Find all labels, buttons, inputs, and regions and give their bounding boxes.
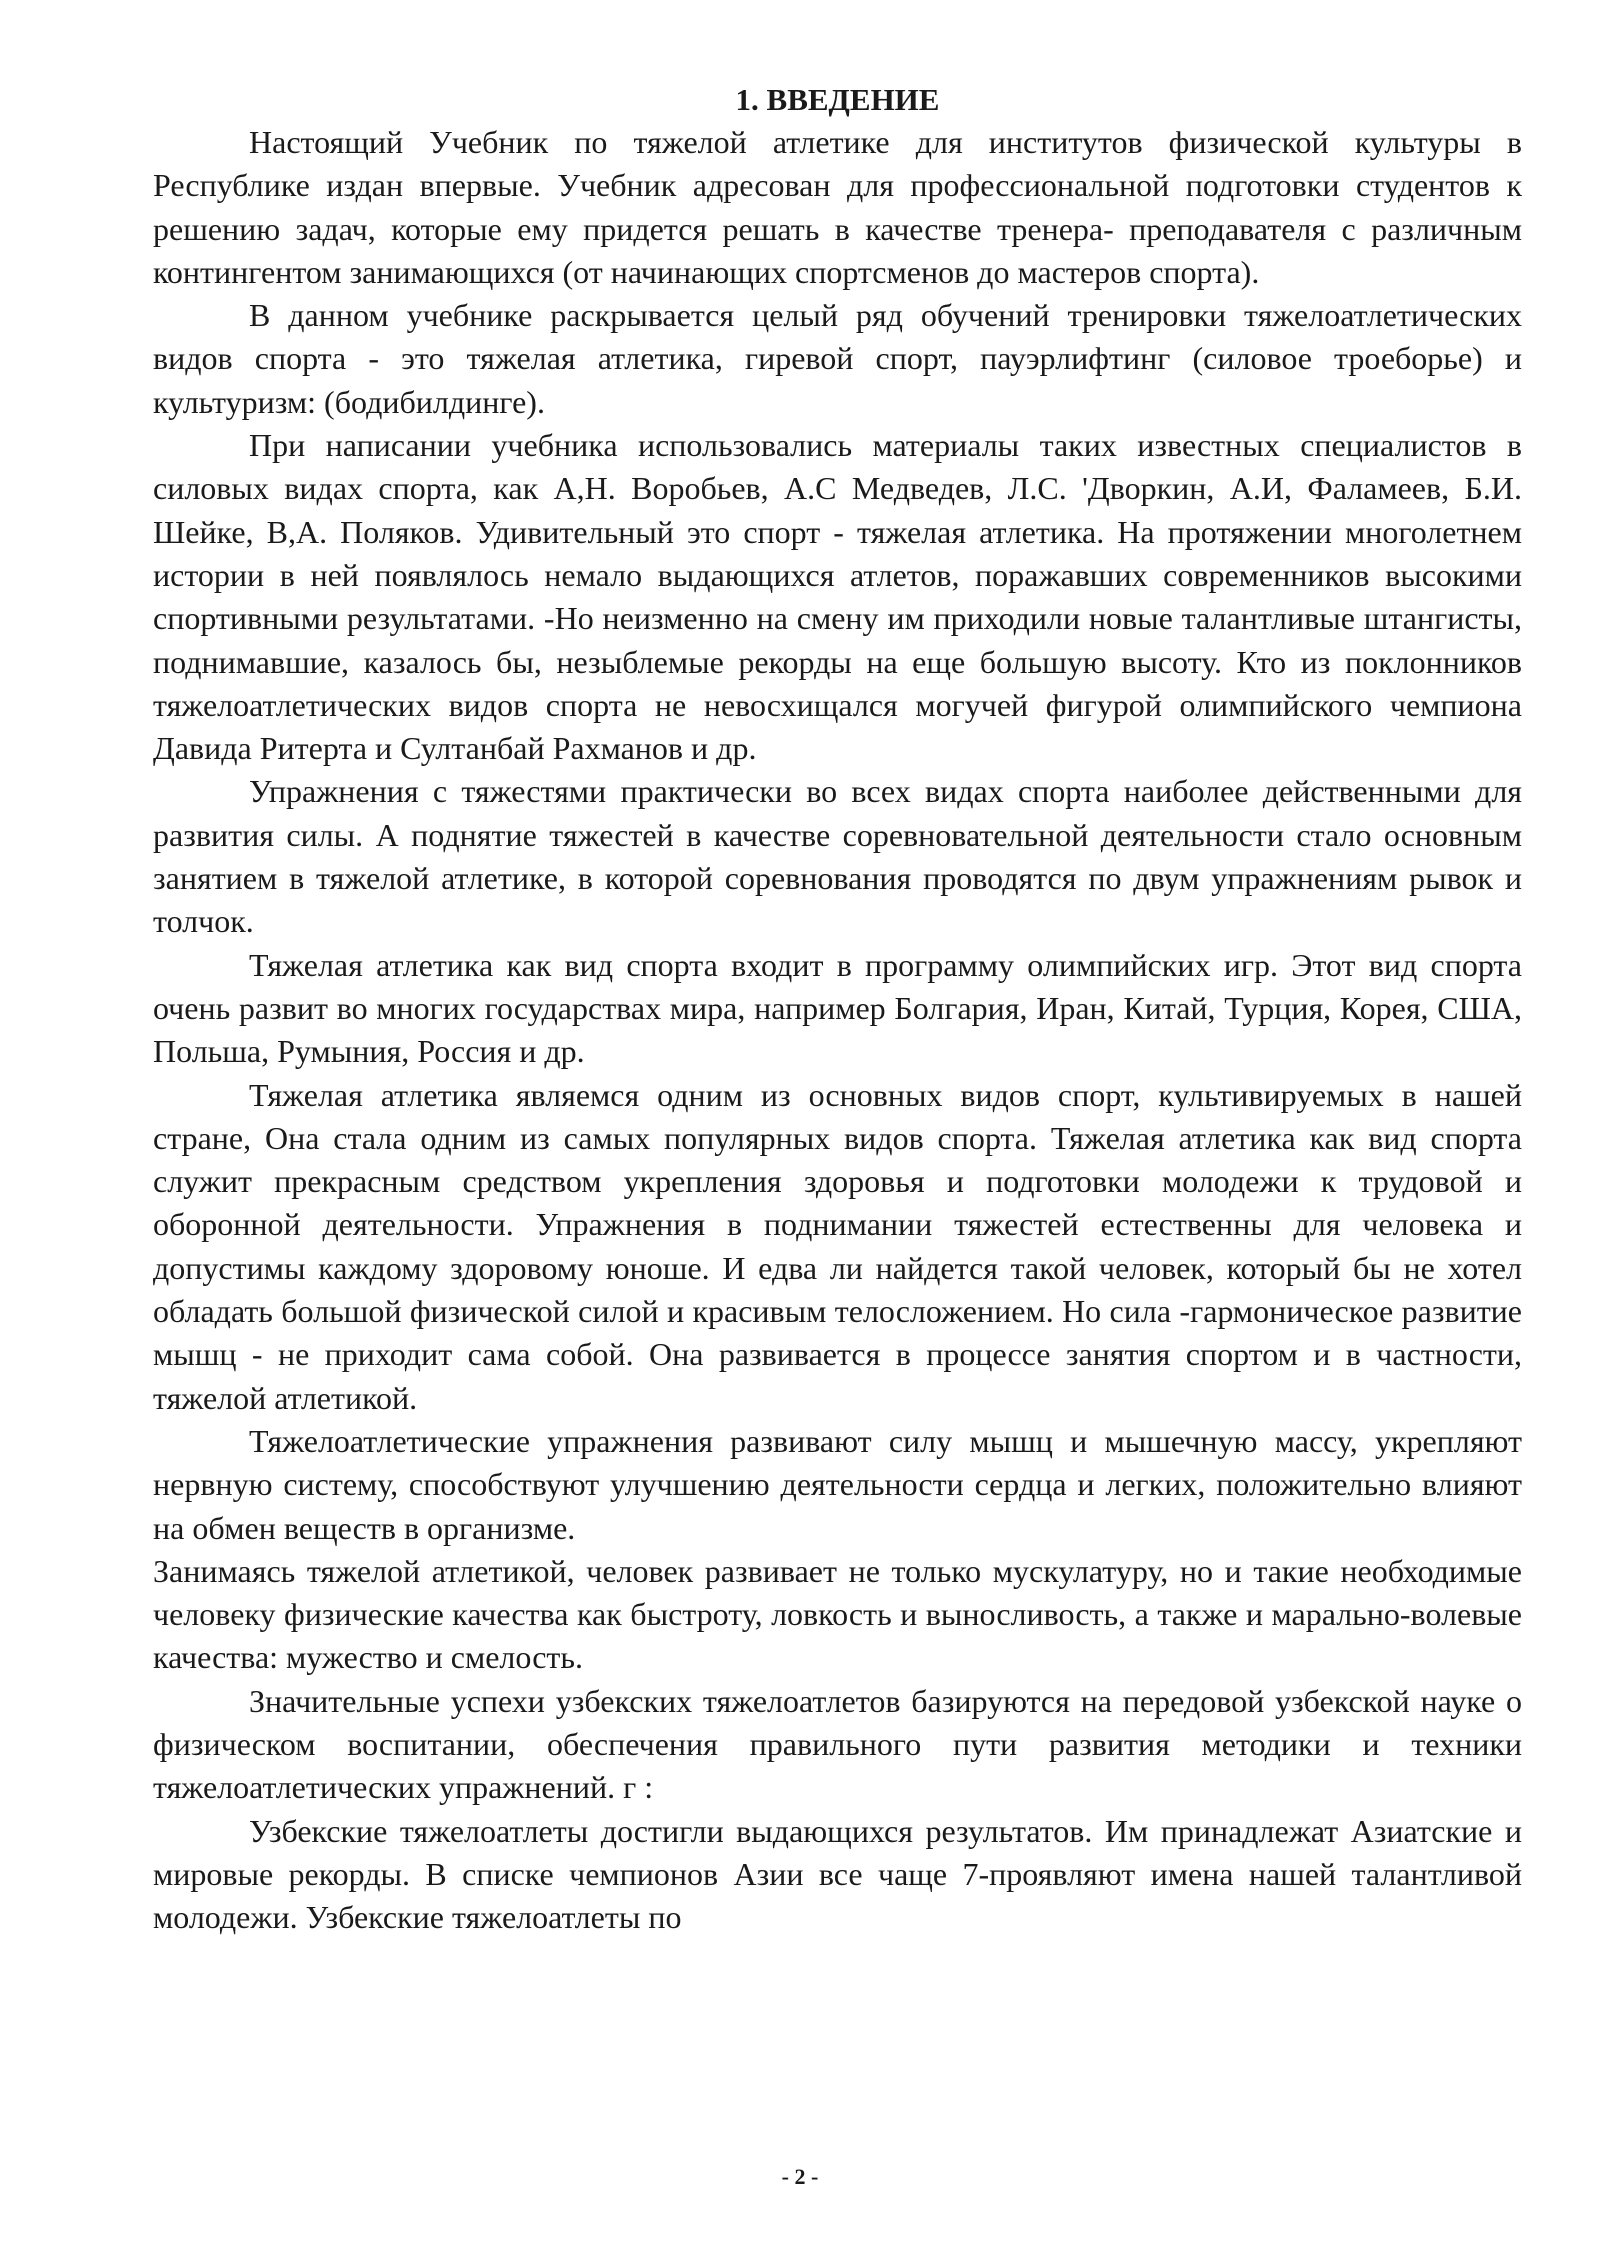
paragraph-popularity: Тяжелая атлетика являемся одним из основных видов спорт, культивируемых в нашей стране, Она стала одним из самых популярных видов спорта. Тяжелая атлетика как вид спорта служит прекрасным средством укрепления здоровья и подготовки молодежи к трудовой и оборонной деятельности. Упражнения в поднимании тяжестей естественны для человека и допустимы каждому здоровому юноше. И едва ли найдется такой человек, который бы не хотел обладать большой физической силой и красивым телосложением. Но сила -гармоническое развитие мышц - не приходит сама собой. Она развивается в процессе занятия спортом и в частности, тяжелой атлетикой.	[153, 1076, 1522, 1416]
paragraph-uzbek-science: Значительные успехи узбекских тяжелоатлетов базируются на передовой узбекской науке о физическом воспитании, обеспечения правильного пути развития методики и техники тяжелоатлетических упражнений. г :	[153, 1682, 1522, 1806]
paragraph-benefits: Тяжелоатлетические упражнения развивают силу мышц и мышечную массу, укрепляют нервную систему, способствуют улучшению деятельности сердца и легких, положительно влияют на обмен веществ в организме.	[153, 1422, 1522, 1546]
section-title: 1. ВВЕДЕНИЕ	[735, 82, 940, 117]
paragraph-qualities: Занимаясь тяжелой атлетикой, человек развивает не только мускулатуру, но и такие необходимые человеку физические качества как быстроту, ловкость и выносливость, а также и маральнo-волевые качества: мужество и смелость.	[153, 1552, 1522, 1676]
paragraph-sports-list: В данном учебнике раскрывается целый ряд обучений тренировки тяжелоатлетических видов спорта - это тяжелая атлетика, гиревой спорт, пауэрлифтинг (силовое троеборье) и культуризм: (бодибилдинге).	[153, 297, 1522, 420]
paragraph-exercises: Упражнения с тяжестями практически во всех видах спорта наиболее действенными для развития силы. А поднятие тяжестей в качестве соревновательной деятельности стало основным занятием в тяжелой атлетике, в которой соревнования проводятся по двум упражнениям рывок и толчок.	[153, 773, 1522, 940]
paragraph-olympic: Тяжелая атлетика как вид спорта входит в программу олимпийских игр. Этот вид спорта очень развит во многих государствах мира, например Болгария, Иран, Китай, Турция, Корея, США, Польша, Румыния, Россия и др.	[153, 946, 1522, 1070]
paragraph-intro: Настоящий Учебник по тяжелой атлетике для институтов физической культуры в Республике издан впервые. Учебник адресован для профессиональной подготовки студентов к решению задач, которые ему придется решать в качестве тренера- преподавателя с различным контингентом занимающихся (от начинающих спортсменов до мастеров спорта).	[153, 124, 1522, 290]
document-page	[153, 78, 1522, 1939]
paragraph-specialists: При написании учебника использовались материалы таких известных специалистов в силовых видах спорта, как А,Н. Воробьев, А.С Медведев, Л.С. 'Дворкин, А.И, Фаламеев, Б.И. Шейке, В,А. Поляков. Удивительный это спорт - тяжелая атлетика. На протяжении многолетнем истории в ней появлялось немало выдающихся атлетов, поражавших современников высокими спортивными результатами. -Но неизменно на смену им приходили новые талантливые штангисты, поднимавшие, казалось бы, незыблемые рекорды на еще большую высоту. Кто из поклонников тяжелоатлетических видов спорта не невосхищался могучей фигурой олимпийского чемпиона Давида Ритерта и Султанбай Рахманов и др.	[153, 427, 1522, 767]
page-number: - 2 -	[781, 2164, 819, 2189]
paragraph-uzbek-results: Узбекские тяжелоатлеты достигли выдающихся результатов. Им принадлежат Азиатские и мировые рекорды. В списке чемпионов Азии все чаще 7-проявляют имена нашей талантливой молодежи. Узбекские тяжелоатлеты по	[153, 1812, 1522, 1936]
